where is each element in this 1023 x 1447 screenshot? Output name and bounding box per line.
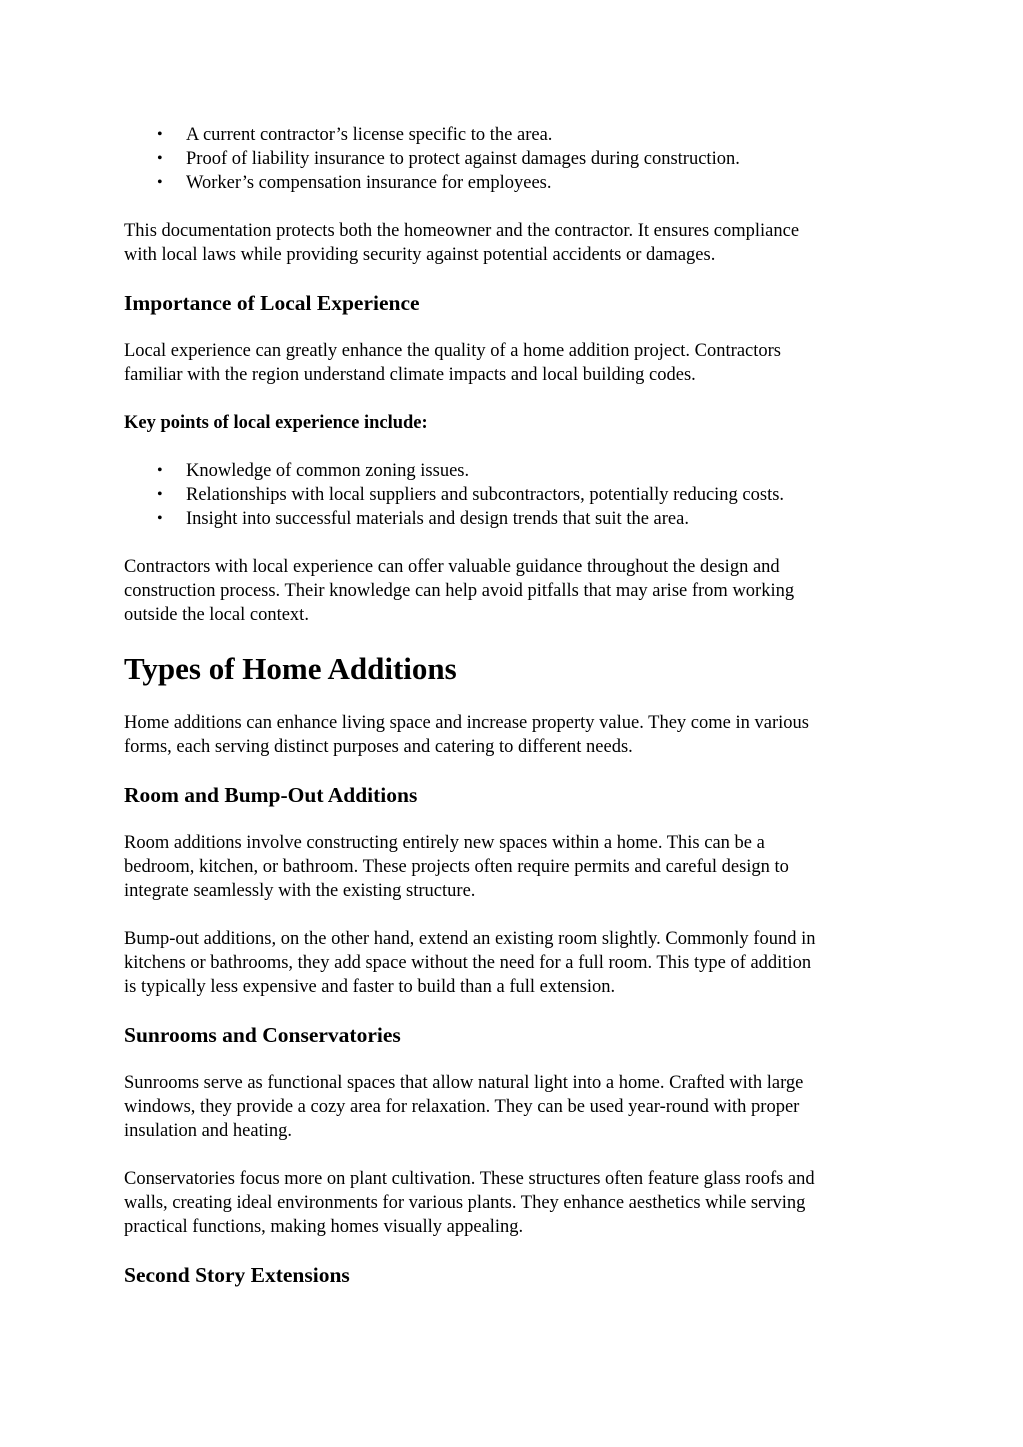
bullet-icon: • <box>157 462 163 479</box>
heading-sunrooms: Sunrooms and Conservatories <box>124 1023 401 1047</box>
list-item: • Knowledge of common zoning issues. <box>157 461 470 481</box>
home-additions-intro-paragraph: Home additions can enhance living space and increase property value. They come in various forms, each serving distinct purposes and catering to different needs. <box>124 713 809 757</box>
heading-types-of-home-additions: Types of Home Additions <box>124 651 457 686</box>
room-additions-paragraph: Room additions involve constructing entirely new spaces within a home. This can be a bedroom, kitchen, or bathroom. These projects often require permits and careful design to integrate seamlessly with the existing structure. <box>124 833 789 901</box>
sunrooms-paragraph: Sunrooms serve as functional spaces that allow natural light into a home. Crafted with large windows, they provide a cozy area for relaxation. They can be used year-round with proper insulation and heating. <box>124 1073 804 1141</box>
bump-out-paragraph: Bump-out additions, on the other hand, extend an existing room slightly. Commonly found in kitchens or bathrooms, they add space without the need for a full room. This type of addition is typically less expensive and faster to build than a full extension. <box>124 929 816 997</box>
local-guidance-paragraph: Contractors with local experience can offer valuable guidance throughout the design and construction process. Their knowledge can help avoid pitfalls that may arise from working outside the local context. <box>124 557 795 625</box>
list-item: • Proof of liability insurance to protect against damages during construction. <box>157 149 740 169</box>
subheading-key-points: Key points of local experience include: <box>124 413 428 433</box>
list-item: • A current contractor’s license specific to the area. <box>157 125 553 145</box>
list-item: • Insight into successful materials and design trends that suit the area. <box>157 509 689 529</box>
bullet-icon: • <box>157 150 163 167</box>
local-experience-paragraph: Local experience can greatly enhance the quality of a home addition project. Contractors familiar with the region understand climate impacts and local building codes. <box>124 341 781 385</box>
bullet-icon: • <box>157 174 163 191</box>
conservatories-paragraph: Conservatories focus more on plant cultivation. These structures often feature glass roofs and walls, creating ideal environments for various plants. They enhance aesthetics while serving practical functions, making homes visually appealing. <box>124 1169 815 1237</box>
document-page <box>124 123 914 1287</box>
list-item: • Worker’s compensation insurance for employees. <box>157 173 552 193</box>
documentation-paragraph: This documentation protects both the homeowner and the contractor. It ensures compliance with local laws while providing security against potential accidents or damages. <box>124 221 800 265</box>
list-item: • Relationships with local suppliers and subcontractors, potentially reducing costs. <box>157 485 785 505</box>
bullet-icon: • <box>157 510 163 527</box>
key-points-list <box>124 459 914 531</box>
requirements-list <box>124 123 914 195</box>
bullet-icon: • <box>157 486 163 503</box>
heading-room-bump-out: Room and Bump-Out Additions <box>124 783 418 807</box>
heading-second-story: Second Story Extensions <box>124 1263 350 1287</box>
heading-local-experience: Importance of Local Experience <box>124 291 420 315</box>
bullet-icon: • <box>157 126 163 143</box>
